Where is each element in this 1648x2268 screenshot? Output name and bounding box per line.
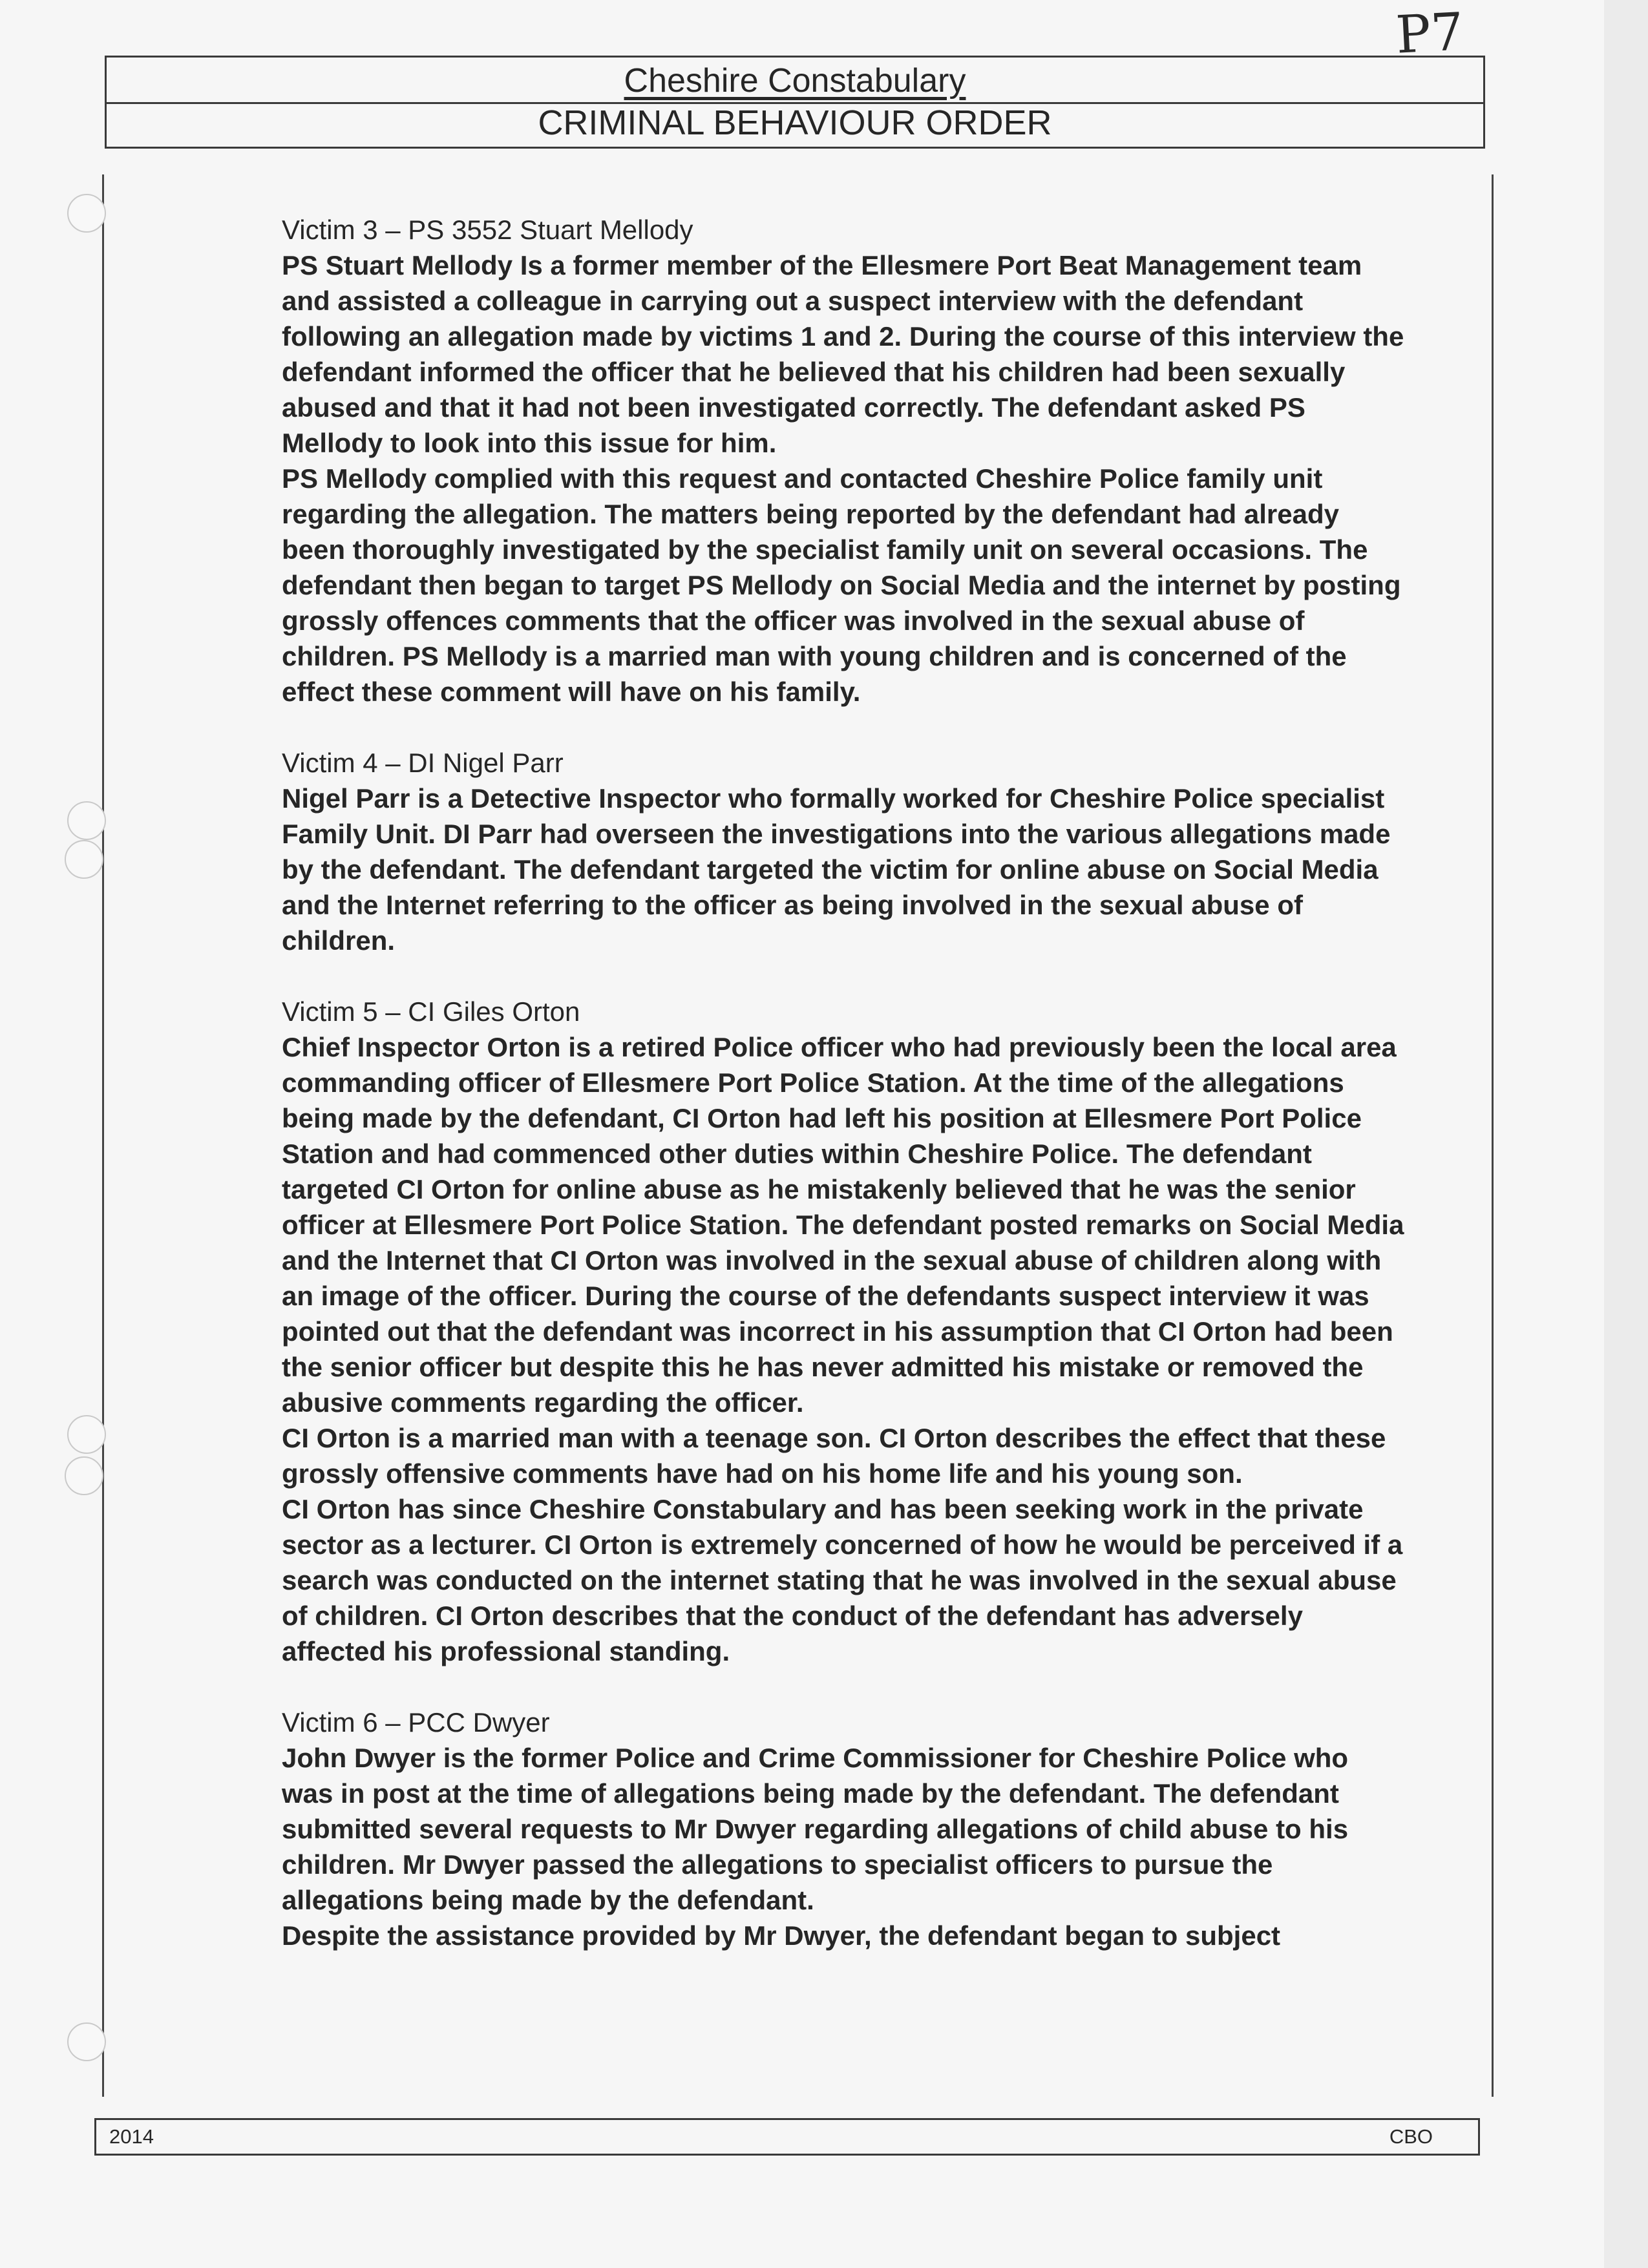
punch-hole <box>65 1456 103 1495</box>
document-body <box>282 212 1406 1953</box>
victim-paragraph: Chief Inspector Orton is a retired Police officer who had previously been the local area commanding officer of Ellesmere Port Police Station. At the time of the allegations being made by the defendant, CI Orton had left his position at Ellesmere Port Police Station and had commenced other duties within Cheshire Police. The defendant targeted CI Orton for online abuse as he mistakenly believed that he was the senior officer at Ellesmere Port Police Station. The defendant posted remarks on Social Media and the Internet that CI Orton was involved in the sexual abuse of children along with an image of the officer. During the course of the defendants suspect interview it was pointed out that the defendant was incorrect in his assumption that CI Orton had been the senior officer but despite this he has never admitted his mistake or removed the abusive comments regarding the officer. <box>282 1032 1404 1418</box>
victim-paragraph: John Dwyer is the former Police and Crime Commissioner for Cheshire Police who was in post at the time of allegations being made by the defendant. The defendant submitted several requests to Mr Dwyer regarding allegations of child abuse to his children. Mr Dwyer passed the allegations to specialist officers to pursue the allegations being made by the defendant. <box>282 1743 1349 1915</box>
victim-section <box>282 745 1406 958</box>
victim-paragraph: PS Mellody complied with this request and contacted Cheshire Police family unit regarding the allegation. The matters being reported by the defendant had already been thoroughly investigated by the specialist family unit on several occasions. The defendant then began to target PS Mellody on Social Media and the internet by posting grossly offences comments that the officer was involved in the sexual abuse of children. PS Mellody is a married man with young children and is concerned of the effect these comment will have on his family. <box>282 463 1401 707</box>
document-footer <box>94 2118 1480 2156</box>
punch-hole <box>67 194 106 233</box>
punch-hole <box>67 801 106 840</box>
document-header <box>105 56 1485 149</box>
victim-heading: Victim 6 – PCC Dwyer <box>282 1707 550 1738</box>
right-margin-rule <box>1492 174 1494 2097</box>
victim-paragraph: CI Orton is a married man with a teenage son. CI Orton describes the effect that these grossly offensive comments have had on his home life and his young son. <box>282 1423 1386 1489</box>
organisation-name: Cheshire Constabulary <box>107 58 1483 104</box>
punch-hole <box>67 1415 106 1454</box>
victim-paragraph: PS Stuart Mellody Is a former member of the Ellesmere Port Beat Management team and assisted a colleague in carrying out a suspect interview with the defendant following an allegation made by victims 1 and 2. During the course of this interview the defendant informed the officer that he believed that his children had been sexually abused and that it had not been investigated correctly. The defendant asked PS Mellody to look into this issue for him. <box>282 250 1404 458</box>
victim-paragraph: Nigel Parr is a Detective Inspector who formally worked for Cheshire Police specialist Family Unit. DI Parr had overseen the investigations into the various allegations made by the defendant. The defendant targeted the victim for online abuse on Social Media and the Internet referring to the officer as being involved in the sexual abuse of children. <box>282 783 1391 956</box>
footer-year: 2014 <box>109 2125 154 2148</box>
victim-paragraph: Despite the assistance provided by Mr Dwyer, the defendant began to subject <box>282 1920 1281 1951</box>
punch-hole <box>65 840 103 879</box>
victim-paragraph: CI Orton has since Cheshire Constabulary and has been seeking work in the private sector as a lecturer. CI Orton is extremely concerned of how he would be perceived if a search was conducted on the internet stating that he was involved in the sexual abuse of children. CI Orton describes that the conduct of the defendant has adversely affected his professional standing. <box>282 1494 1403 1666</box>
left-margin-rule <box>102 174 104 2097</box>
victim-heading: Victim 3 – PS 3552 Stuart Mellody <box>282 215 693 245</box>
footer-doc-code: CBO <box>1389 2125 1433 2148</box>
punch-hole <box>67 2022 106 2061</box>
victim-section <box>282 994 1406 1669</box>
victim-heading: Victim 5 – CI Giles Orton <box>282 996 580 1027</box>
document-title: CRIMINAL BEHAVIOUR ORDER <box>538 103 1052 142</box>
victim-section <box>282 212 1406 709</box>
victim-heading: Victim 4 – DI Nigel Parr <box>282 748 564 778</box>
victim-section <box>282 1705 1406 1953</box>
page-number-handwritten: P7 <box>1394 1 1466 65</box>
